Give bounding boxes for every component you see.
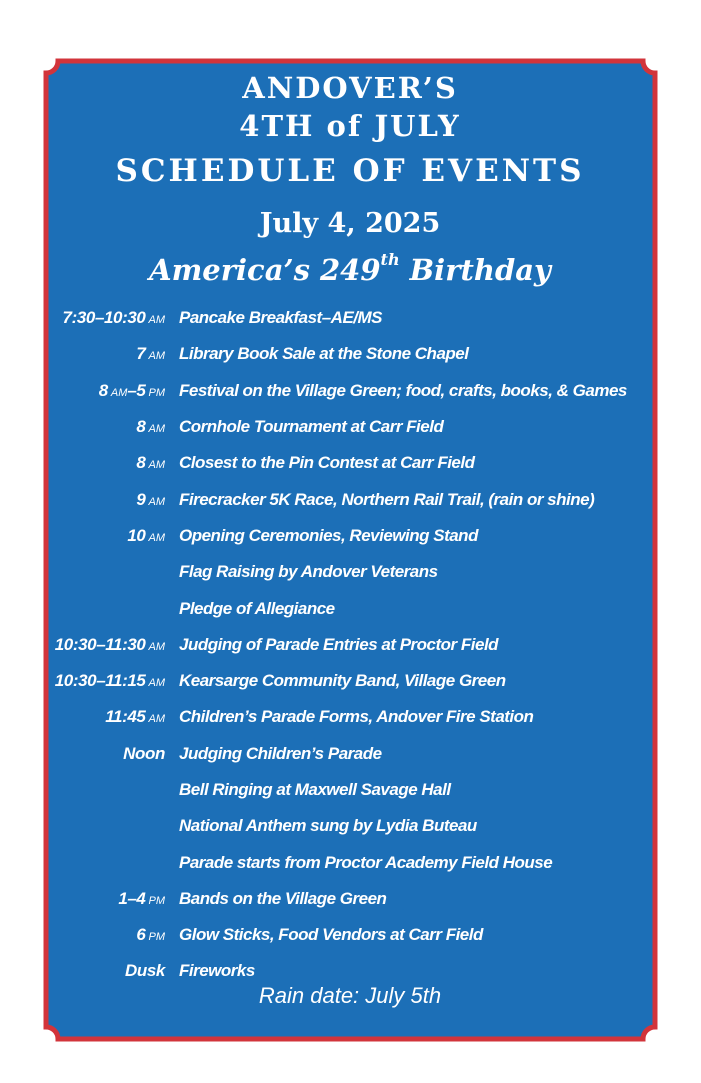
- schedule-item: [46, 409, 654, 445]
- event-time: [46, 417, 179, 437]
- event-time: [46, 925, 179, 945]
- event-time-value: 10: [127, 525, 146, 545]
- event-time-period: AM: [148, 677, 165, 690]
- schedule-item: [46, 554, 654, 590]
- schedule-item: [46, 481, 654, 517]
- schedule-item: [46, 699, 654, 735]
- event-time: [46, 490, 179, 510]
- event-time-value: 1–4: [118, 888, 146, 908]
- event-time: [46, 344, 179, 364]
- event-time-period: AM: [148, 640, 165, 653]
- event-description: National Anthem sung by Lydia Buteau: [179, 816, 477, 836]
- schedule-list: [46, 300, 654, 990]
- event-time-period: PM: [148, 386, 165, 399]
- event-time: [46, 961, 179, 981]
- event-description: Glow Sticks, Food Vendors at Carr Field: [179, 925, 483, 945]
- event-time-value: 8: [98, 380, 108, 400]
- event-time-period: AM: [110, 386, 128, 399]
- event-time: [46, 635, 179, 655]
- schedule-item: [46, 772, 654, 808]
- schedule-item: [46, 300, 654, 336]
- schedule-item: [46, 336, 654, 372]
- event-description: Pancake Breakfast–AE/MS: [179, 308, 383, 328]
- event-description: Children’s Parade Forms, Andover Fire Station: [179, 707, 534, 727]
- birthday-heading: [46, 250, 654, 287]
- event-description: Bands on the Village Green: [179, 888, 387, 908]
- event-description: Bell Ringing at Maxwell Savage Hall: [179, 780, 451, 799]
- event-time-value: 8: [136, 453, 146, 473]
- event-description: Closest to the Pin Contest at Carr Field: [179, 453, 475, 473]
- event-time-period: AM: [148, 314, 165, 327]
- event-time-period: AM: [148, 459, 165, 472]
- event-time-value: 6: [136, 925, 146, 945]
- event-time-period: PM: [148, 931, 165, 944]
- event-date: July 4, 2025: [259, 208, 441, 239]
- event-description: Fireworks: [179, 961, 255, 981]
- title-line-1: ANDOVER’S: [242, 71, 458, 105]
- event-time: [46, 526, 179, 546]
- event-description: Judging Children’s Parade: [179, 743, 382, 763]
- schedule-item: [46, 917, 654, 953]
- event-time: [46, 453, 179, 473]
- schedule-item: [46, 518, 654, 554]
- event-time-value: Noon: [123, 743, 165, 763]
- event-time-value: 8: [136, 417, 146, 437]
- birthday-prefix: America’s 249: [149, 253, 381, 287]
- schedule-item: [46, 808, 654, 844]
- event-time-period: AM: [148, 531, 165, 544]
- event-time-value: Dusk: [125, 961, 165, 981]
- rain-date: Rain date: July 5th: [258, 983, 442, 1008]
- schedule-item: [46, 445, 654, 481]
- schedule-item: [46, 844, 654, 880]
- event-description: Festival on the Village Green; food, crafts, books, & Games: [179, 380, 627, 400]
- event-time-value: 10:30–11:30: [54, 634, 146, 654]
- schedule-item: [46, 736, 654, 772]
- event-time-period: AM: [148, 495, 165, 508]
- event-description: Firecracker 5K Race, Northern Rail Trail, (rain or shine): [179, 489, 595, 509]
- event-description: Cornhole Tournament at Carr Field: [179, 417, 444, 437]
- event-time: [46, 889, 179, 909]
- event-time-value: 9: [136, 489, 146, 509]
- event-time-period: AM: [148, 423, 165, 436]
- event-description: Library Book Sale at the Stone Chapel: [179, 344, 469, 364]
- event-time-value: 7: [136, 344, 146, 364]
- event-time-value: 11:45: [105, 707, 146, 727]
- event-description: Parade starts from Proctor Academy Field House: [179, 852, 553, 872]
- event-time-period: PM: [148, 894, 165, 907]
- event-time: [46, 707, 179, 727]
- event-time-value: 10:30–11:15: [54, 671, 146, 691]
- event-description: Judging of Parade Entries at Proctor Field: [179, 634, 499, 654]
- schedule-item: [46, 627, 654, 663]
- birthday-ordinal: th: [380, 250, 400, 269]
- schedule-item: [46, 373, 654, 409]
- event-description: Flag Raising by Andover Veterans: [179, 562, 438, 582]
- schedule-item: [46, 881, 654, 917]
- event-time-value: 7:30–10:30: [62, 308, 146, 328]
- event-time-period: AM: [148, 713, 165, 726]
- poster-content: [46, 60, 654, 1028]
- event-time: [46, 308, 179, 328]
- event-time: [46, 381, 179, 401]
- schedule-item: [46, 590, 654, 626]
- event-time-value: –5: [127, 380, 146, 400]
- event-description: Kearsarge Community Band, Village Green: [179, 671, 506, 691]
- event-description: Opening Ceremonies, Reviewing Stand: [179, 525, 478, 545]
- event-time: [46, 671, 179, 691]
- event-time-period: AM: [148, 350, 165, 363]
- title-line-2: 4TH of JULY: [239, 109, 461, 143]
- birthday-suffix: Birthday: [399, 253, 551, 287]
- title-line-3: SCHEDULE OF EVENTS: [115, 153, 585, 189]
- event-description: Pledge of Allegiance: [179, 598, 335, 618]
- schedule-item: [46, 663, 654, 699]
- event-time: [46, 744, 179, 764]
